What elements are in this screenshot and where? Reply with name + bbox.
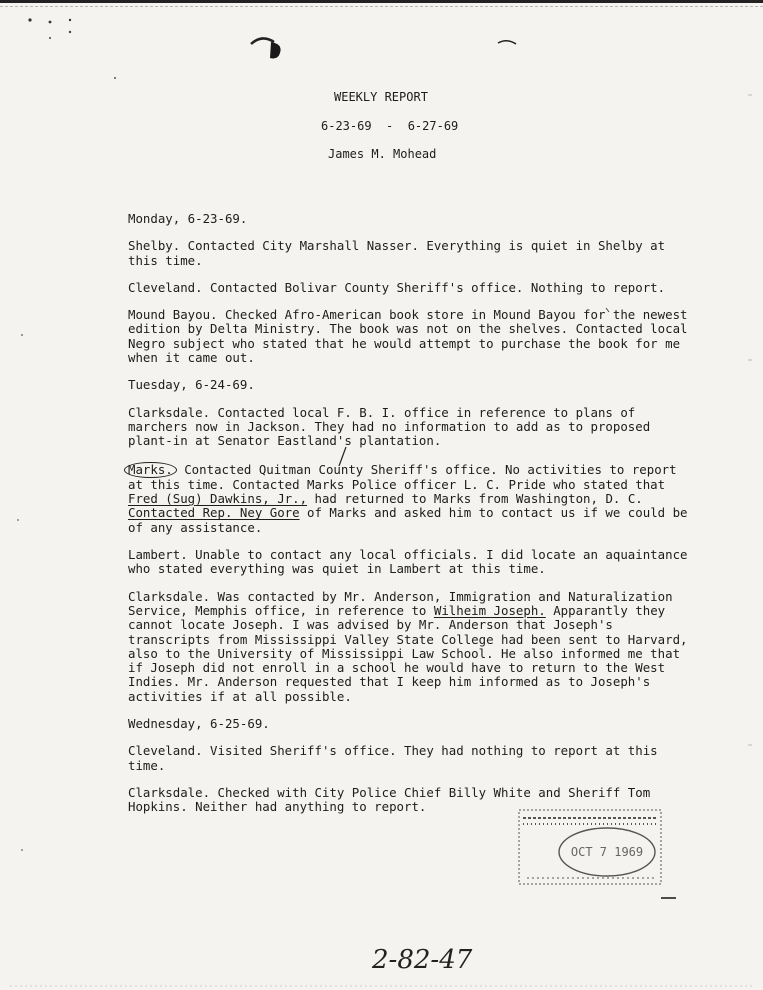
day-heading-wednesday: Wednesday, 6-25-69. — [128, 716, 270, 732]
day-heading-monday: Monday, 6-23-69. — [128, 211, 248, 226]
received-stamp — [517, 808, 665, 886]
report-title: WEEKLY REPORT — [334, 90, 428, 104]
underlined-name-dawkins: Fred (Sug) Dawkins, Jr., — [128, 491, 308, 507]
report-body — [128, 212, 688, 828]
circled-marks: Marks. — [124, 462, 177, 478]
entry-cleveland-wednesday: Cleveland. Visited Sheriff's office. They had nothing to report at this time. — [128, 743, 658, 773]
underlined-rep-gore: Contacted Rep. Ney Gore — [128, 505, 300, 521]
stamp-date: OCT 7 1969 — [570, 845, 644, 859]
handwritten-file-number — [368, 936, 488, 980]
entry-clarksdale-immigration: Clarksdale. Was contacted by Mr. Anderson, Immigration and Naturalization Service, Memphis office, in reference to Wilheim Joseph. Apparantly they cannot locate Joseph. I was advised by Mr. Anderson that Joseph's transcripts from Mississippi Valley State College had been sent to Harvard, also to the University of Mississippi Law School. He also informed me that if Joseph did not enroll in a school he would have to return to the West Indies. Mr. Anderson requested that I keep him informed as to Joseph's activities if at all possible. — [128, 588, 688, 704]
file-number: 2-82-47 — [372, 945, 473, 975]
entry-clarksdale-police: Clarksdale. Checked with City Police Chief Billy White and Sheriff Tom Hopkins. Neither had anything to report. — [128, 784, 651, 815]
report-date-range: 6-23-69 - 6-27-69 — [321, 119, 459, 133]
entry-shelby: Shelby. Contacted City Marshall Nasser. Everything is quiet in Shelby at this time. — [128, 238, 666, 268]
entry-lambert: Lambert. Unable to contact any local officials. I did locate an aquaintance who stated everything was quiet in Lambert at this time. — [128, 547, 688, 577]
report-author: James M. Mohead — [328, 147, 437, 161]
entry-marks: Marks. Contacted Quitman County Sheriff's office. No activities to report at this time. Contacted Marks Police officer L. C. Pride who stated that Fred (Sug) Dawkins, Jr., had returned to Marks from Washington, D. C. Contacted Rep. Ney Gore of Marks and asked him to contact us if we could be of any assistance. — [128, 462, 688, 535]
entry-mound-bayou: Mound Bayou. Checked Afro-American book store in Mound Bayou for the newest edition by Delta Ministry. The book was not on the shelves. Contacted local Negro subject who stated that he would attempt to purchase the book for me when it came out. — [128, 307, 688, 366]
entry-clarksdale-fbi: Clarksdale. Contacted local F. B. I. office in reference to plans of marchers now in Jackson. They had no information to add as to proposed plant-in at Senator Eastland's plantation. — [128, 404, 651, 449]
underlined-name-joseph: Wilheim Joseph. — [433, 602, 546, 618]
day-heading-tuesday: Tuesday, 6-24-69. — [128, 377, 255, 393]
entry-cleveland-monday: Cleveland. Contacted Bolivar County Sheriff's office. Nothing to report. — [128, 279, 666, 295]
